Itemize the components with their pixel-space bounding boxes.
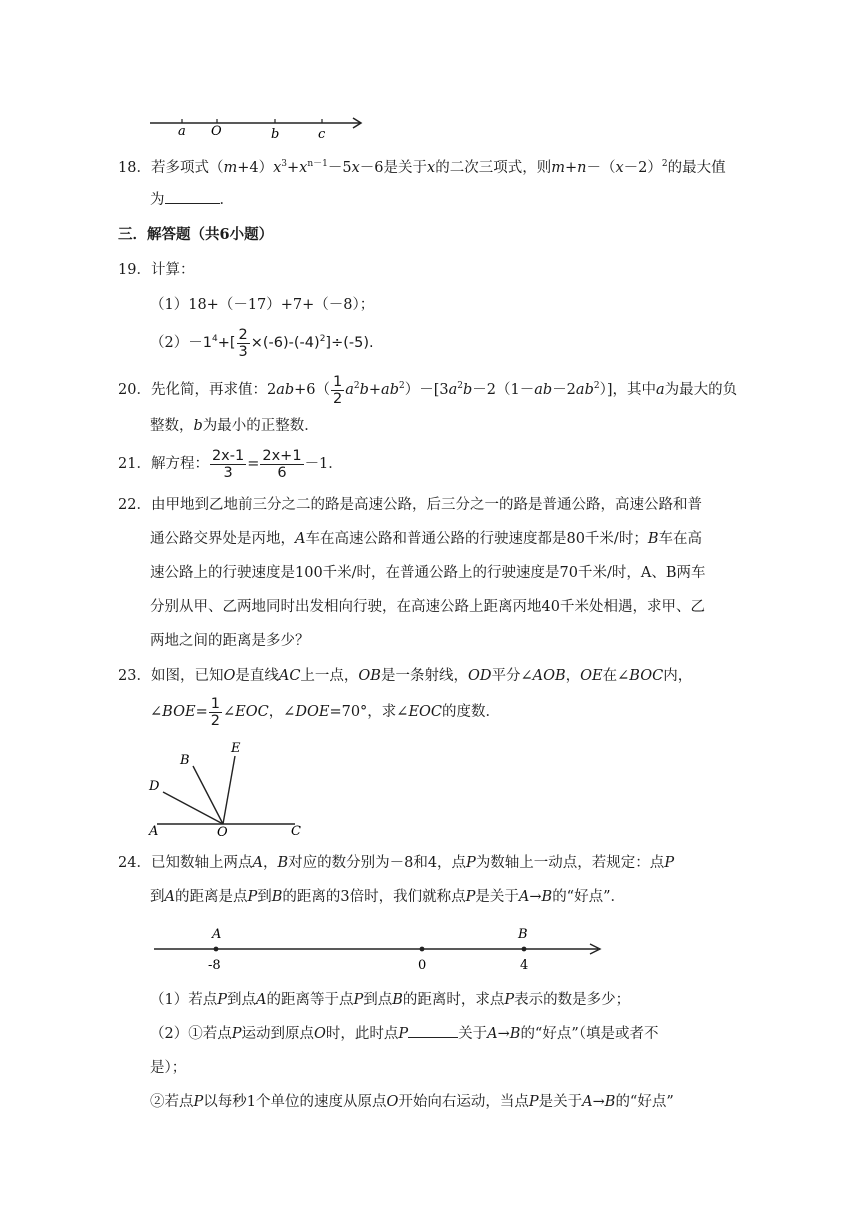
question-18-line1: 18．若多项式$(m+4)x^3+x^{n-1}-5x-6$是关于x的二次三项式，则$m+n-(x-2)^2$的最大值 bbox=[118, 159, 726, 176]
fraction-1-2-q23: $\frac{1}{2}$ bbox=[210, 695, 220, 729]
fraction-lhs: $\frac{2x-1}{3}$ bbox=[211, 447, 245, 481]
question-19-title: 19．计算： bbox=[118, 262, 195, 278]
point-label-B: B bbox=[518, 927, 528, 942]
number-line-figure-q17 bbox=[145, 110, 370, 142]
angle-figure-q23 bbox=[145, 738, 315, 840]
question-22-line5: 两地之间的距离是多少？ bbox=[150, 633, 310, 649]
label-D: D bbox=[149, 779, 160, 794]
fraction-1-2: $\frac{1}{2}$ bbox=[333, 373, 343, 407]
tick-label-0: 0 bbox=[418, 958, 427, 973]
label-O: O bbox=[217, 825, 228, 840]
question-23-line2: ∠BOE= $\frac{1}{2}$ ∠EOC，∠DOE=70°，求∠EOC的度数． bbox=[150, 695, 501, 729]
answer-blank-18[interactable] bbox=[165, 189, 220, 204]
question-24-sub2-line2: 是）； bbox=[150, 1060, 187, 1076]
fraction-rhs: $\frac{2x+1}{6}$ bbox=[262, 447, 302, 481]
label-a: a bbox=[178, 124, 186, 139]
question-22-line2: 通公路交界处是丙地，A车在高速公路和普通公路的行驶速度都是80千米/时；B车在高 bbox=[150, 531, 702, 547]
label-b: b bbox=[271, 127, 280, 142]
tick-label-minus8: -8 bbox=[208, 958, 221, 973]
question-19-part2: $(2)-1^4+$[ $\frac{2}{3}$ $\times(-6)-(-4)^2]\div(-5)$. bbox=[150, 326, 374, 360]
question-22-line3: 速公路上的行驶速度是100千米/时，在普通公路上的行驶速度是70千米/时，A、B两车 bbox=[150, 565, 706, 581]
point-label-A: A bbox=[212, 927, 222, 942]
answer-blank-24[interactable] bbox=[408, 1023, 458, 1038]
question-22-line4: 分别从甲、乙两地同时出发相向行驶，在高速公路上距离丙地40千米处相遇，求甲、乙 bbox=[150, 599, 705, 615]
label-B: B bbox=[180, 753, 190, 768]
label-O: O bbox=[211, 124, 222, 139]
label-c: c bbox=[318, 127, 326, 142]
question-20-line1: 20．先化简，再求值：2ab+6（ $\frac{1}{2}$ $a^2b+ab^2)-[3a^2b-2(1-ab-2ab^2)]$，其中a为最大的负 bbox=[118, 373, 738, 407]
question-24-sub2: （2）①若点P运动到原点O时，此时点P 关于A→B的“好点”（填是或者不 bbox=[150, 1023, 659, 1045]
question-22-line1: 22．由甲地到乙地前三分之二的路是高速公路，后三分之一的路是普通公路，高速公路和普 bbox=[118, 497, 702, 513]
question-24-sub3: ②若点P以每秒1个单位的速度从原点O开始向右运动，当点P是关于A→B的“好点” bbox=[150, 1094, 674, 1110]
number-line-figure-q24 bbox=[150, 922, 610, 974]
question-24-line2: 到A的距离是点P到B的距离的3倍时，我们就称点P是关于A→B的“好点”． bbox=[150, 889, 626, 905]
fraction-2-3: $\frac{2}{3}$ bbox=[238, 326, 248, 360]
question-24-sub1: （1）若点P到点A的距离等于点P到点B的距离时，求点P表示的数是多少； bbox=[150, 992, 631, 1008]
tick-label-4: 4 bbox=[520, 958, 529, 973]
question-20-line2: 整数，b为最小的正整数． bbox=[150, 418, 319, 434]
question-18-line2: 为 ． bbox=[150, 189, 234, 211]
question-21: 21．解方程： $\frac{2x-1}{3}$ = $\frac{2x+1}{6}$ －1． bbox=[118, 447, 343, 481]
question-24-line1: 24．已知数轴上两点A，B对应的数分别为－8和4，点P为数轴上一动点，若规定：点P bbox=[118, 855, 675, 871]
label-C: C bbox=[291, 824, 301, 839]
question-23-line1: 23．如图，已知O是直线AC上一点，OB是一条射线，OD平分∠AOB，OE在∠BOC内， bbox=[118, 668, 693, 684]
label-A: A bbox=[149, 824, 159, 839]
section-header-3: 三．解答题（共6小题） bbox=[118, 226, 274, 243]
label-E: E bbox=[231, 741, 241, 756]
question-19-part1: （1）18+（－17）+7+（－8）； bbox=[150, 297, 375, 313]
